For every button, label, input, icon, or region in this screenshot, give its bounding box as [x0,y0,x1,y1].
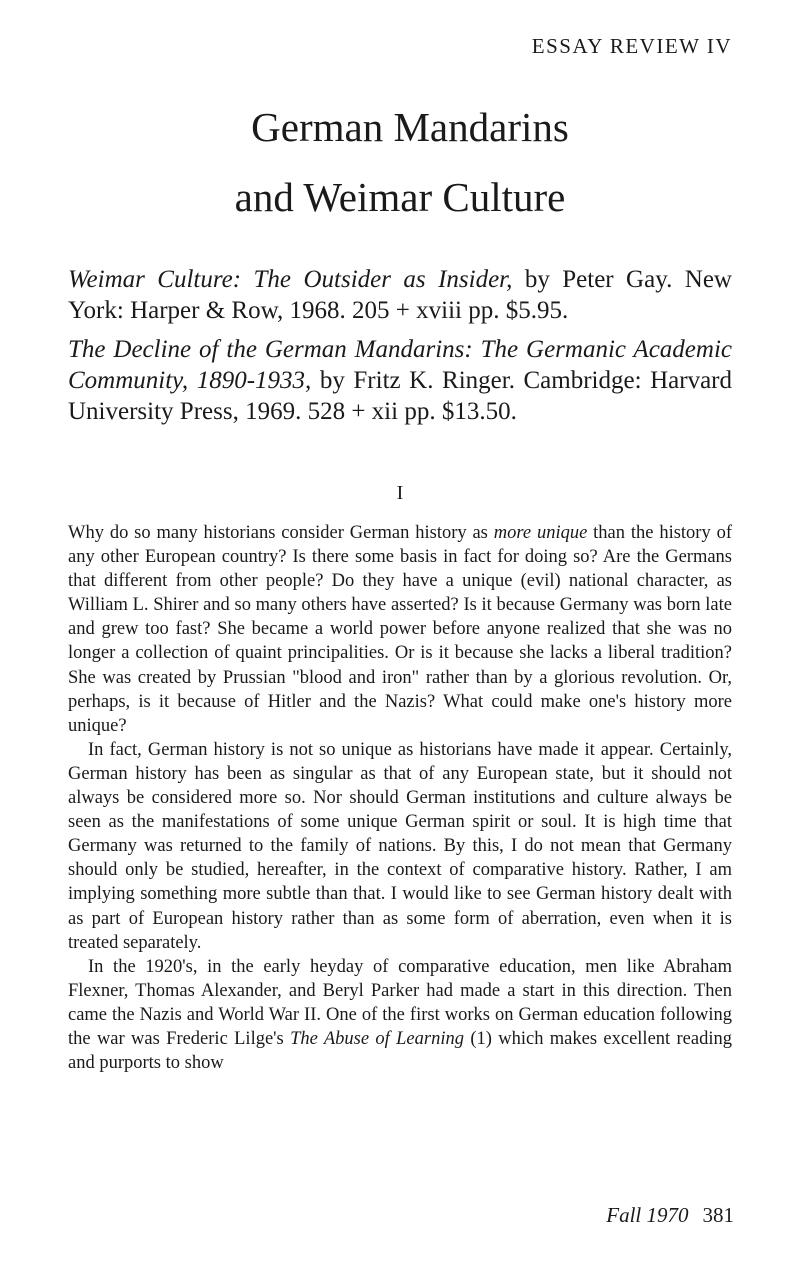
page-footer [606,1203,734,1228]
issue-label: Fall 1970 [606,1203,689,1227]
paragraph [68,521,732,738]
paragraph-text: Why do so many historians consider German history as [68,523,494,543]
paragraph [68,955,732,1075]
paragraph-text: (1) which makes excellent reading and purports to show [68,1028,732,1074]
section-number: I [396,482,404,504]
paragraph-text: In the 1920's, in the early heyday of comparative education, men like Abraham Flexner, Thomas Alexander, and Beryl Parker had made a start in this direction. Then came the Nazis and World War II. One of the first works on German education following the war was Frederic Lilge's [68,956,732,1049]
book-title: The Decline of the German Mandarins: The Germanic Academic Community, 1890-1933, [68,336,732,394]
cited-title: The Abuse of Learning [290,1028,464,1049]
article-title [0,92,800,232]
book-citation [68,264,732,326]
book-details: by Peter Gay. New York: Harper & Row, 1968. 205 + xviii pp. $5.95. [68,266,732,324]
book-citation [68,334,732,427]
emphasis-text: more unique [493,523,588,543]
reviewed-books [68,264,732,435]
paragraph-text: than the history of any other European country? Is there some basis in fact for doing so? Are the Germans that different from other people? Do they have a unique (evil) national character, as William L. Shirer and so many others have asserted? Is it because Germany was born late and grew too fast? She became a world power before anyone realized that she was no longer a collection of quaint principalities. Or is it because she lacks a liberal tradition? She was created by Prussian "blood and iron" rather than by a glorious revolution. Or, perhaps, is it because of Hitler and the Nazis? What could make one's history more unique? [68,523,732,736]
title-line-2: and Weimar Culture [234,174,566,220]
article-body [68,521,732,1075]
book-title: Weimar Culture: The Outsider as Insider, [68,266,513,293]
running-head: ESSAY REVIEW IV [531,34,732,58]
title-line-1: German Mandarins [251,104,569,150]
book-details: by Fritz K. Ringer. Cambridge: Harvard University Press, 1969. 528 + xii pp. $13.50. [68,367,732,425]
page-number: 381 [702,1203,734,1227]
paragraph: In fact, German history is not so unique as historians have made it appear. Certainly, German history has been as singular as that of any European state, but it should not always be considered more so. Nor should German institutions and culture always be seen as the manifestations of some unique German spirit or soul. It is high time that Germany was returned to the family of nations. By this, I do not mean that Germany should only be studied, hereafter, in the context of comparative history. Rather, I am implying something more subtle than that. I would like to see German history dealt with as part of European history rather than as some form of aberration, even when it is treated separately. [68,739,732,953]
